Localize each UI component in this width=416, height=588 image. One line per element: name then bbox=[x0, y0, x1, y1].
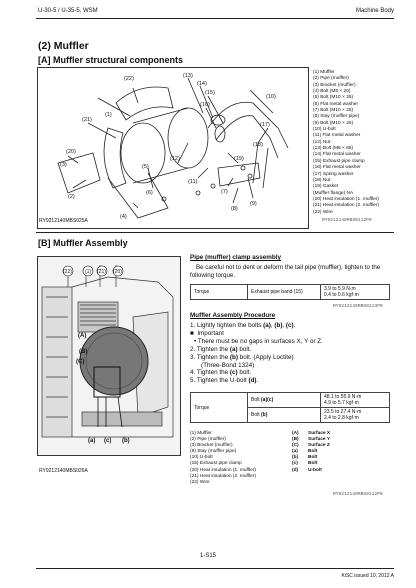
legend-row: (10) U-bolt (b) Bolt bbox=[190, 455, 318, 461]
callout-13: (13) bbox=[183, 73, 193, 79]
subsection-a-title: [A] Muffler structural components bbox=[38, 55, 184, 65]
callout-12: (12) bbox=[170, 156, 180, 162]
callout-8: (8) bbox=[231, 206, 238, 212]
callout-6: (6) bbox=[146, 190, 153, 196]
page-number: 1-S15 bbox=[200, 553, 217, 559]
legend-row: (22) Wire bbox=[190, 479, 210, 485]
section-title: (2) Muffler bbox=[38, 40, 89, 52]
step-2: 2. Tighten the (a) bolt. bbox=[190, 345, 252, 353]
parts-list-item: (16) Flat metal washer bbox=[313, 165, 361, 171]
torque-item: Exhaust pipe band (15) bbox=[248, 285, 321, 300]
parts-list-item: (12) Nut bbox=[313, 139, 331, 145]
callout-14: (14) bbox=[197, 81, 207, 87]
callout-11: (11) bbox=[188, 179, 198, 185]
figure-a-frame bbox=[37, 67, 309, 229]
bolt-torque-label: Torque bbox=[191, 393, 248, 423]
callout-2: (2) bbox=[68, 194, 75, 200]
parts-list-item: (2) Pipe (muffler) bbox=[313, 76, 349, 82]
torque-value bbox=[321, 285, 390, 300]
pipe-clamp-torque-table bbox=[190, 284, 390, 300]
figure-a-code: RY9212140MBS025A bbox=[39, 218, 88, 224]
callout-C: (C) bbox=[76, 359, 85, 365]
pipe-clamp-code: RY9212140MBS0113P0 bbox=[333, 304, 383, 309]
header-right: Machine Body bbox=[355, 8, 394, 14]
callout-1: (1) bbox=[105, 112, 112, 118]
step-3-note: (Three-Bond 1324) bbox=[201, 361, 255, 369]
callout-c: (c) bbox=[104, 438, 112, 444]
muffler-components-drawing bbox=[38, 68, 308, 228]
assembly-legend bbox=[190, 431, 390, 486]
figure-b-code: RY9212140MBS026A bbox=[39, 468, 88, 474]
parts-list-item: (22) Wire bbox=[313, 209, 333, 215]
callout-20: (20) bbox=[66, 149, 76, 155]
torque-value-nm: 3.9 to 5.9 N·m bbox=[324, 286, 356, 292]
muffler-assembly-drawing bbox=[38, 257, 180, 455]
parts-list-item: (7) Bolt (M10 × 25) bbox=[313, 108, 354, 114]
pipe-clamp-text: Be careful not to dent or deform the tail pipe (muffler), tighten to the following torque. bbox=[190, 264, 381, 279]
parts-list-item: (13) Bolt (M8 × 65) bbox=[313, 146, 354, 152]
legend-row: (1) Muffler (A) Surface X bbox=[190, 431, 331, 436]
parts-list-item: (19) Gasket bbox=[313, 184, 339, 190]
bolt-b-name: Bolt (b) bbox=[248, 408, 321, 423]
parts-list-item: (Muffler flange) NA bbox=[313, 190, 354, 196]
section-divider bbox=[36, 232, 394, 233]
parts-list-item: (15) Exhaust pipe clamp bbox=[313, 158, 365, 164]
procedure-steps bbox=[190, 322, 323, 385]
pipe-clamp-title: Pipe (muffler) clamp assembly bbox=[190, 254, 281, 261]
step-1: 1. Lightly tighten the bolts (a), (b), (c). bbox=[190, 322, 296, 329]
footer-rule bbox=[36, 568, 394, 569]
parts-list-item: (18) Nut bbox=[313, 177, 331, 183]
parts-list-item: (8) Stay (muffler pipe) bbox=[313, 114, 360, 120]
callout-4: (4) bbox=[120, 214, 127, 220]
callout-15: (15) bbox=[205, 90, 215, 96]
important-square-icon: ■ bbox=[190, 329, 194, 337]
callout-A: (A) bbox=[78, 333, 87, 339]
bolt-torque-table bbox=[190, 392, 390, 423]
important-bullet: • There must be no gaps in surfaces X, Y or Z. bbox=[194, 337, 323, 345]
parts-list-item: (4) Bolt (M8 × 20) bbox=[313, 89, 351, 95]
callout-5: (5) bbox=[142, 164, 149, 170]
legend-row: (3) Bracket (muffler) (C) Surface Z bbox=[190, 443, 330, 449]
callout-1: (1) bbox=[85, 269, 92, 275]
callout-21: (21) bbox=[82, 117, 92, 123]
procedure-title: Muffler Assembly Procedure bbox=[190, 312, 276, 319]
step-5: 5. Tighten the U-bolt (d). bbox=[190, 377, 259, 385]
callout-19: (19) bbox=[234, 156, 244, 162]
legend-row: (2) Pipe (muffler) (B) Surface Y bbox=[190, 437, 331, 443]
callout-a: (a) bbox=[88, 438, 96, 444]
parts-list-item: (6) Flat metal washer bbox=[313, 101, 359, 107]
parts-list-item: (5) Bolt (M10 × 25) bbox=[313, 95, 354, 101]
bolt-ac-value: 48.1 to 55.9 N·m 4.9 to 5.7 kgf·m bbox=[321, 393, 390, 408]
important-note: ■ Important bbox=[190, 329, 224, 337]
parts-list-item: (11) Flat metal washer bbox=[313, 133, 361, 139]
callout-7: (7) bbox=[221, 189, 228, 195]
torque-value-kgf: 0.4 to 0.6 kgf·m bbox=[324, 292, 359, 298]
legend-row: (21) Heat insulation (2. muffler) bbox=[190, 473, 257, 479]
issue-note: KiSC issued 10, 2012 A bbox=[341, 573, 394, 579]
legend-row: (15) Exhaust pipe clamp (c) Bolt bbox=[190, 461, 318, 467]
callout-22: (22) bbox=[63, 269, 72, 275]
parts-list-item: (14) Flat metal washer bbox=[313, 152, 361, 158]
callout-b: (b) bbox=[122, 438, 130, 444]
parts-list bbox=[313, 70, 379, 216]
torque-label: Torque bbox=[191, 285, 248, 300]
callout-18: (18) bbox=[253, 142, 263, 148]
parts-list-item: (10) U-bolt bbox=[313, 127, 336, 133]
callout-10: (10) bbox=[266, 94, 276, 100]
callout-16: (16) bbox=[200, 102, 210, 108]
header-rule bbox=[36, 18, 394, 19]
bolt-ac-name: Bolt (a)(c) bbox=[248, 393, 321, 408]
subsection-b-title: [B] Muffler Assembly bbox=[38, 238, 128, 248]
legend-row: (20) Heat insulation (1. muffler) (d) U-bolt bbox=[190, 467, 322, 473]
callout-3: (3) bbox=[60, 162, 67, 168]
bolt-b-value: 23.5 to 27.4 N·m 2.4 to 2.8 kgf·m bbox=[321, 408, 390, 423]
parts-list-item: (21) Heat insulation (2. muffler) bbox=[313, 203, 380, 209]
callout-9: (9) bbox=[250, 201, 257, 207]
callout-B: (B) bbox=[79, 349, 88, 355]
parts-list-item: (20) Heat insulation (1. muffler) bbox=[313, 196, 380, 202]
step-3: 3. Tighten the (b) bolt. (Apply Loctite) bbox=[190, 353, 294, 361]
step-4: 4. Tighten the (c) bolt. bbox=[190, 369, 252, 377]
legend-code: RY9212140MBS0112P0 bbox=[333, 492, 383, 497]
callout-22: (22) bbox=[124, 76, 134, 82]
callout-17: (17) bbox=[260, 122, 270, 128]
header-left: U-30-5 / U-35-5, WSM bbox=[38, 8, 98, 14]
parts-list-item: (3) Bracket (muffler) bbox=[313, 82, 356, 88]
parts-list-item: (9) Bolt (M10 × 25) bbox=[313, 120, 354, 126]
callout-21: (21) bbox=[97, 269, 106, 275]
figure-b-frame bbox=[37, 256, 181, 456]
legend-row: (8) Stay (muffler pipe) (a) Bolt bbox=[190, 449, 318, 455]
parts-list-item: (17) Spring washer bbox=[313, 171, 354, 177]
parts-list-item: (1) Muffler bbox=[313, 70, 335, 75]
callout-20: (20) bbox=[113, 269, 122, 275]
parts-list-code: RY9212140MBS0112P0 bbox=[322, 218, 372, 223]
